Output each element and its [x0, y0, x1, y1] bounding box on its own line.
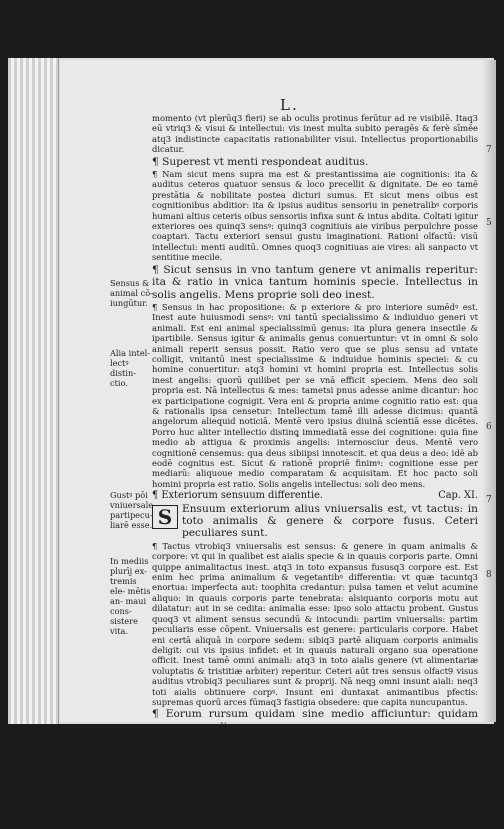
- paragraph: momento (vt plerūq3 fieri) se ab oculis protinus ferūtur ad re visibilē. Itaq3 eū vtriq3 & visui & intellectui: vis inest multa subito peragēs & ferè sīmēe atq3 indistincte capacitatis rationabiliter visui. Intellectus proportionabilis dicatur.: [152, 113, 478, 155]
- section-heading: ¶ Sicut sensus in vno tantum genere vt animalis reperitur: ita & ratio in vnica tantum hominis specie. Intellectus in solis angelis. Mens proprie soli deo inest.: [152, 263, 478, 301]
- running-head: L.: [280, 96, 299, 114]
- side-number: 5: [486, 218, 492, 228]
- paragraph: ¶ Tactus vtrobiq3 vniuersalis est sensus: & genere in quam animalis & corpore: vt qui in qualibet est aialis specie & in quauis corporis parte. Omni quippe animalitactus inest. atq3 in toto expansus fususq3 corpore est. Est enim hec prima animalium & vegetantibꝰ differentia: vt quæ tacuntq3 enortua: imperfecta aut: toophita credantur: pulsa tamen et velut acumine aliquo: in quauis corporis parte tenebrata: alsiquanto corporis motu aut dilatatur: aut in se cedita: animalia esse: ipso solo attactu probent. Gustus quoq3 vt aliment sensus secundū & intocundi: partim vniuersalis: partim peculiaris esse cōpent. Vniuersalis est genere: particularis corpore. Habet eni certā aliquā in corpore sedem: sibiq3 partē aliquam corporis animalis deligit: cui vis ipsius infidet: et in quauis naturali organo sua operatione officit. Inest tamē omni animali: atq3 in toto aialis genere (vt alimentariæ voluptatis & tristitiæ arbiter) reperitur. Ceteri aūt tres sensus olfact9 visus auditus vtrobiq3 peculiares sunt & proprij. Nā neqꝫ omni insunt aiali: neq3 toti aialis obtinuere corpꝰ. Insunt eni duntaxat animantibus pfectis: supremas quorū arces fūmaq3 fastigia obsedere: que capita nuncupantus.: [152, 540, 478, 707]
- chapter-heading: [152, 490, 478, 501]
- section-heading: ¶ Eorum rursum quidam sine medio afficiuntur: quidam vero per medium.: [152, 708, 478, 733]
- section-heading: ¶ Superest vt menti respondeat auditus.: [152, 155, 369, 168]
- margin-note: In mediis plurīj ex- tremis ele- mētis an- maui cons- sistere vita.: [110, 556, 151, 636]
- chapter-lead: [152, 503, 478, 540]
- margin-note: Alia intel- lectꝰ distin- ctio.: [110, 348, 151, 388]
- page-gutter-shadow: [482, 60, 496, 722]
- side-number: 8: [486, 570, 492, 580]
- page-edges: [8, 58, 59, 724]
- margin-note: Sensus & animal cō- iungūtur.: [110, 278, 153, 308]
- margin-note: Gustꝰ pōi vniuersale partipecu- liarē esse.: [110, 490, 154, 530]
- chapter-lead-text: Ensuum exteriorum alius vniuersalis est, vt tactus: in toto animalis & genere & corpore fusus. Ceteri peculiares sunt.: [182, 502, 478, 540]
- chapter-number: Cap. XI.: [438, 490, 478, 502]
- side-number: 6: [486, 422, 492, 432]
- side-number: 7: [486, 145, 492, 155]
- chapter-title: ¶ Exteriorum sensuum differentie.: [152, 490, 323, 502]
- paragraph: ¶ Mediū nāq3 exterius: vt aer aut aqua. Internū eni mediū: aut caro est: aut organum: quo vis ipsa sensitiua obsequitur. Rurſū igit sensuū exteriorū alii sine medio a sensibilibus afficiuntur: alij p mediū. Afficiūtur sine medio tactus & gustus. Ideni quod aerē aut gustui q3 perceptibile: superimpositū sit carni & animali attingi oportet. Ceteri aūte tres sensus sibiipsis & per medium: vt aer aqua intersitæ afficitur. Sunt eni aer & aqua media elementa: in quib9 vt plurimū aialis vita cōsistit. & q3 ipsa animalia eis creantur per eaq3 vt rara & subtilia moretur: Externa aute elemēta terra & ignis: minus nobis cognita minusq3 familiaria sunt. nec: [152, 734, 478, 828]
- side-number: 7: [486, 495, 492, 505]
- paragraph: ¶ Nam sicut mens supra ma est & prestantissima aie cognitionis: ita & auditus ceteros quatuor sensus & loco precellit & dignitate. De eo tamē prestātia & nobilitate postea dicturi sumus. Et sicut mens oibus est cognitionibus abditior: ita & ipsius auditus sensoriu in penetralibꝰ corporis humani altius ceteris oibus sensoriis infixa sunt & intus abdita. Coltati igitur exteriores oes quinq3 sensꝰ: quinq3 cognitiuis aie viribus perpulchre posse coaptari. Tactu exteriori sensui gustu imaginationi. Rationi olfactū: visū intellectui: menti auditū. Omnes quoq3 cognitiuas aie vires: ali sanpacto vt sentitiue mecile.: [152, 169, 478, 263]
- paragraph: ¶ Sensus in hac propositione: & p exteriore & pro interiore sumēdꝰ est. Inest aute huiusmodi sensꝰ: vni tantū specialissimo & indiuiduo generi vt animali. Est eni animal specialissimū genus: ita plura genera insectile & ipartibile. Sensus igitur & animalis genus conuertuntur: vt in omni & solo animali reperit sensus possit. Ratio vero que se plus sensu ad vntate colligit, vnitantū inest specialissime & indiuidue hominis speciei: & cu homine conuertitur: atq3 homini vt homini propria est. Intellectus solis inest angelis: quorū quilibet per se vnā efficit speciem. Mens deo soli propria est. Nā intellectus & mes: tametsi pnus adesse anime dicantur: hoc ex participatione cognigit. Vera eni & propria anime cognitio ratio est: qua & rationalis ipsa censetur: Intellectum tamē illi adesse dicimus: quantā angelorum aliequid noticiā. Mentē vero ipsius diuinā scientiā esse dicētes. Porro huc aliter intellectio distinꝗ immediatā esse dei cognitione: quia fine medio ab attigua & proximis angelis: internosciur deus. Mentē vero cognitionē censemus: qua deus sibiipsi innotescit. et qua deus a deo: idē ab eodē cognitus est. Sicut & rationē propriē finimꝰ: cognitione esse per mediarū: aliquoue medio comparatam & acquisitam. Et hoc pacto soli homini propria est ratio. Solis angelis intellectus: soli deo mens.: [152, 301, 478, 489]
- drop-cap-initial: S: [152, 505, 178, 529]
- main-text-column: [152, 113, 478, 829]
